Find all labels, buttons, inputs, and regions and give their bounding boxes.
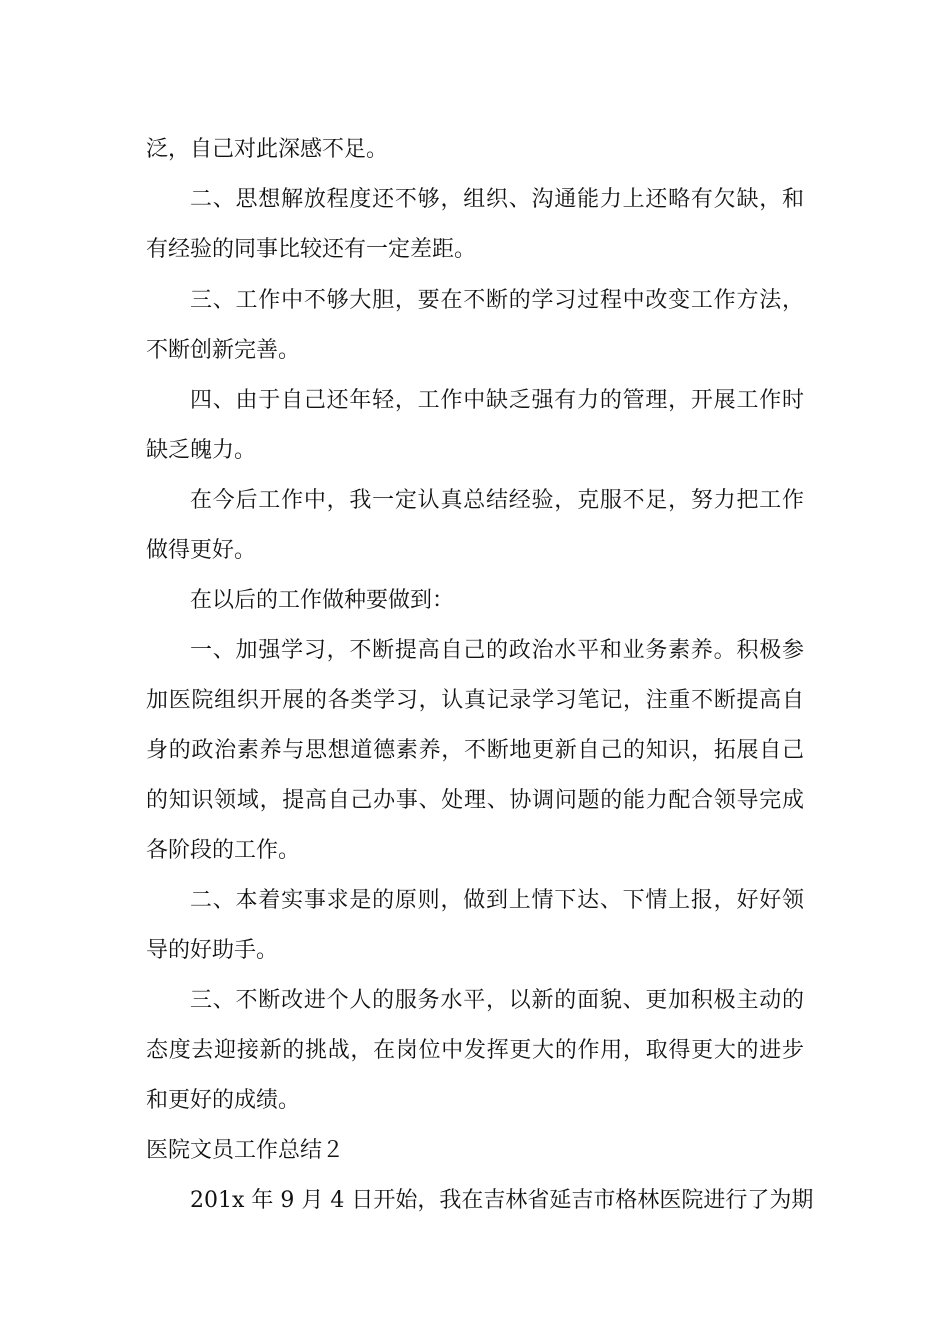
text-line: 四、由于自己还年轻，工作中缺乏强有力的管理，开展工作时 bbox=[190, 388, 804, 413]
text-line: 的知识领域，提高自己办事、处理、协调问题的能力配合领导完成 bbox=[146, 788, 804, 813]
text-line: 不断创新完善。 bbox=[146, 338, 301, 363]
text-line: 缺乏魄力。 bbox=[146, 438, 257, 463]
text-line: 一、加强学习，不断提高自己的政治水平和业务素养。积极参 bbox=[190, 638, 804, 663]
text-line: 三、工作中不够大胆，要在不断的学习过程中改变工作方法， bbox=[190, 288, 804, 313]
section-heading: 医院文员工作总结２ bbox=[146, 1138, 345, 1163]
text-line: 201x 年 9 月 4 日开始，我在吉林省延吉市格林医院进行了为期 bbox=[190, 1188, 814, 1213]
text-line: 二、本着实事求是的原则，做到上情下达、下情上报，好好领 bbox=[190, 888, 804, 913]
text-line: 态度去迎接新的挑战，在岗位中发挥更大的作用，取得更大的进步 bbox=[146, 1038, 804, 1063]
text-line: 各阶段的工作。 bbox=[146, 838, 301, 863]
text-line: 在以后的工作做种要做到： bbox=[190, 588, 455, 613]
text-line: 导的好助手。 bbox=[146, 938, 279, 963]
text-line: 加医院组织开展的各类学习，认真记录学习笔记，注重不断提高自 bbox=[146, 688, 804, 713]
text-line: 泛，自己对此深感不足。 bbox=[146, 137, 389, 162]
text-line: 三、不断改进个人的服务水平，以新的面貌、更加积极主动的 bbox=[190, 988, 804, 1013]
text-line: 在今后工作中，我一定认真总结经验，克服不足，努力把工作 bbox=[190, 488, 804, 513]
text-line: 和更好的成绩。 bbox=[146, 1088, 301, 1113]
text-line: 有经验的同事比较还有一定差距。 bbox=[146, 237, 477, 262]
text-line: 二、思想解放程度还不够，组织、沟通能力上还略有欠缺，和 bbox=[190, 187, 804, 212]
text-line: 身的政治素养与思想道德素养，不断地更新自己的知识，拓展自己 bbox=[146, 738, 804, 763]
text-line: 做得更好。 bbox=[146, 538, 257, 563]
